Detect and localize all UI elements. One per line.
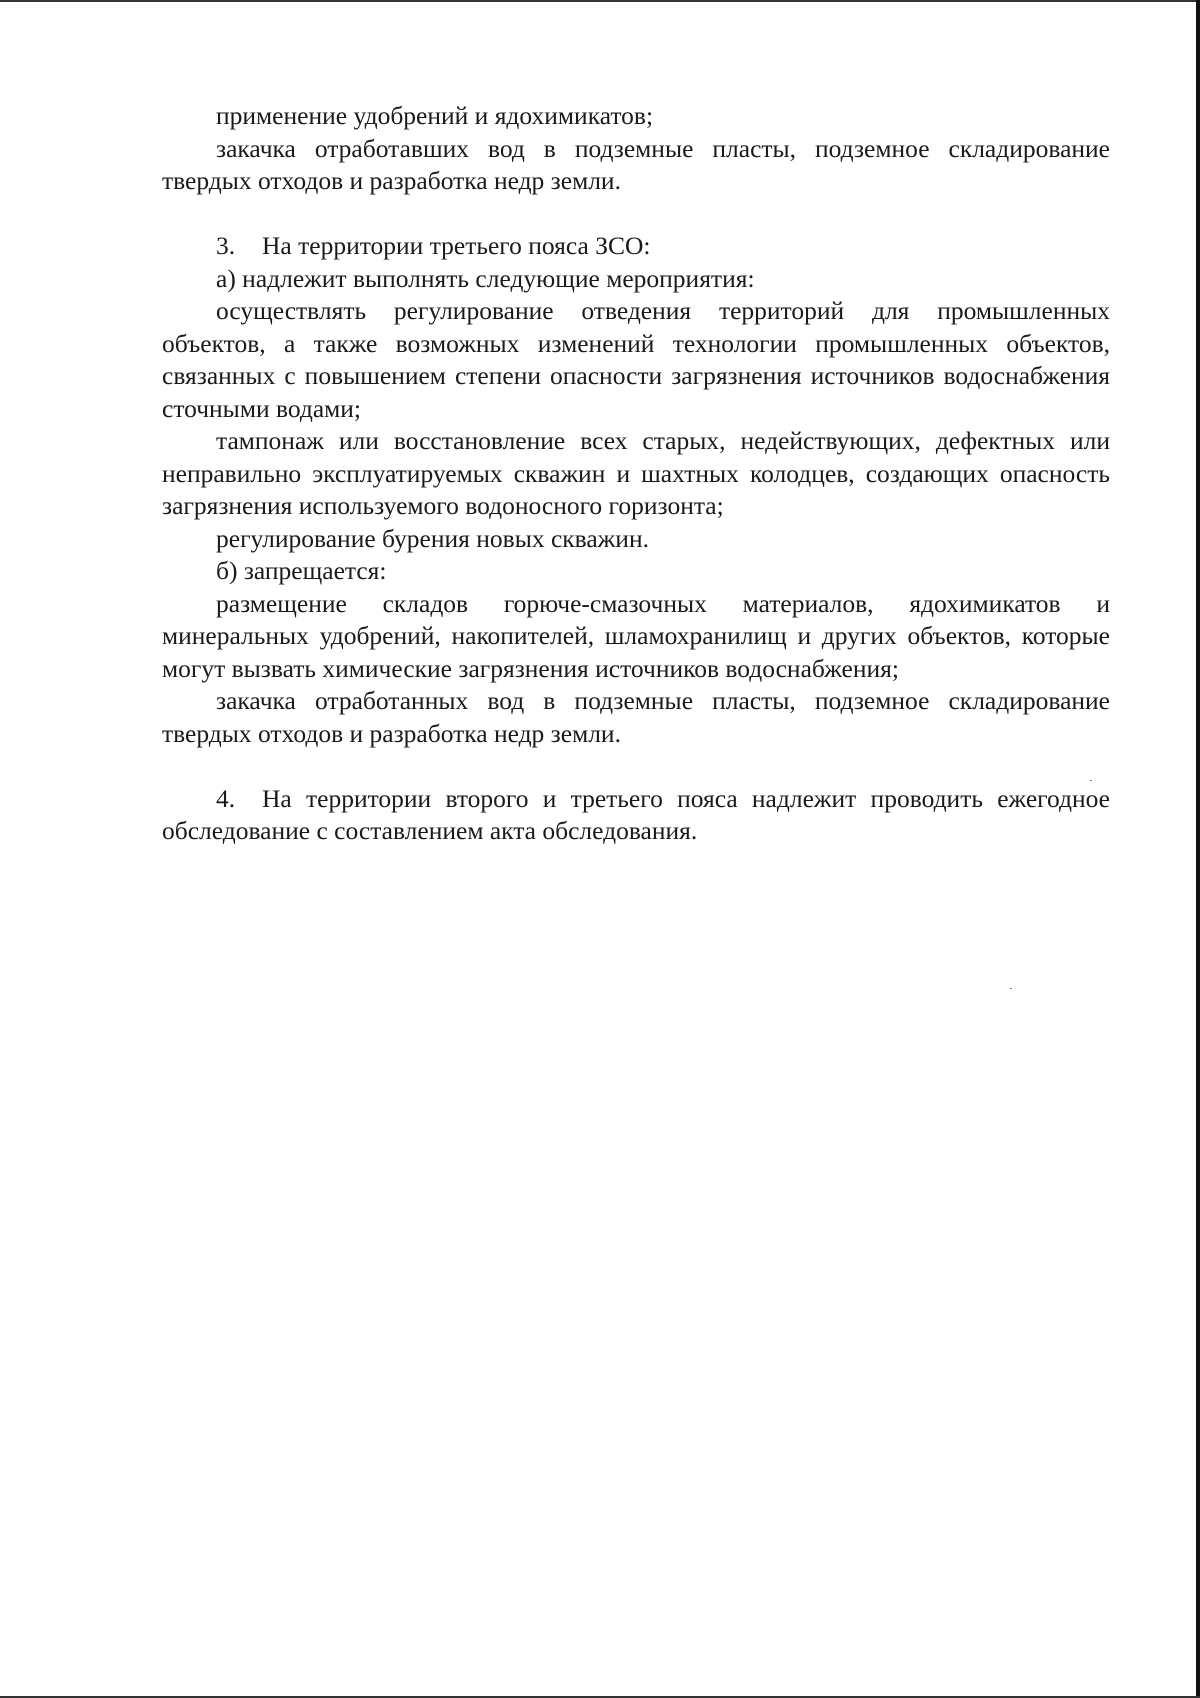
paragraph: закачка отработанных вод в подземные пласты, подземное складирование твердых отходов и разработка недр земли. [162, 686, 1110, 748]
section-4-number: 4. [216, 783, 236, 813]
paragraph: осуществлять регулирование отведения территорий для промышленных объектов, а также возможных изменений технологии промышленных объектов, связанных с повышением степени опасности загрязнения источников водоснабжения сточными водами; [162, 296, 1110, 423]
section-3-number: 3. [216, 231, 236, 260]
paragraph: тампонаж или восстановление всех старых, недействующих, дефектных или неправильно эксплуатируемых скважин и шахтных колодцев, создающих опасность загрязнения используемого водоносного горизонта; [162, 426, 1110, 520]
paragraph: размещение складов горюче-смазочных материалов, ядохимикатов и минеральных удобрений, накопителей, шламохранилищ и других объектов, которые могут вызвать химические загрязнения источников водоснабжения; [162, 588, 1110, 683]
paragraph: регулирование бурения новых скважин. [216, 523, 649, 553]
scan-edge-right [1196, 0, 1200, 1698]
document-body [162, 100, 1110, 848]
section-3-heading [162, 230, 1110, 263]
section-4-paragraph [162, 783, 1110, 848]
scan-speck [1010, 988, 1012, 989]
paragraph: закачка отработавших вод в подземные пласты, подземное складирование твердых отходов и разработка недр земли. [162, 133, 1110, 195]
section-3-title: На территории третьего пояса ЗСО: [262, 231, 651, 260]
section-4-text: На территории второго и третьего пояса надлежит проводить ежегодное обследование с составлением акта обследования. [162, 783, 1110, 845]
spacer [162, 750, 1110, 783]
section-3-item-b: б) запрещается: [216, 556, 387, 585]
scan-speck [1090, 780, 1092, 781]
section-3-item-a: а) надлежит выполнять следующие мероприятия: [216, 263, 755, 293]
scan-edge-top [0, 0, 1200, 2]
spacer [162, 198, 1110, 231]
paragraph: применение удобрений и ядохимикатов; [216, 101, 654, 130]
